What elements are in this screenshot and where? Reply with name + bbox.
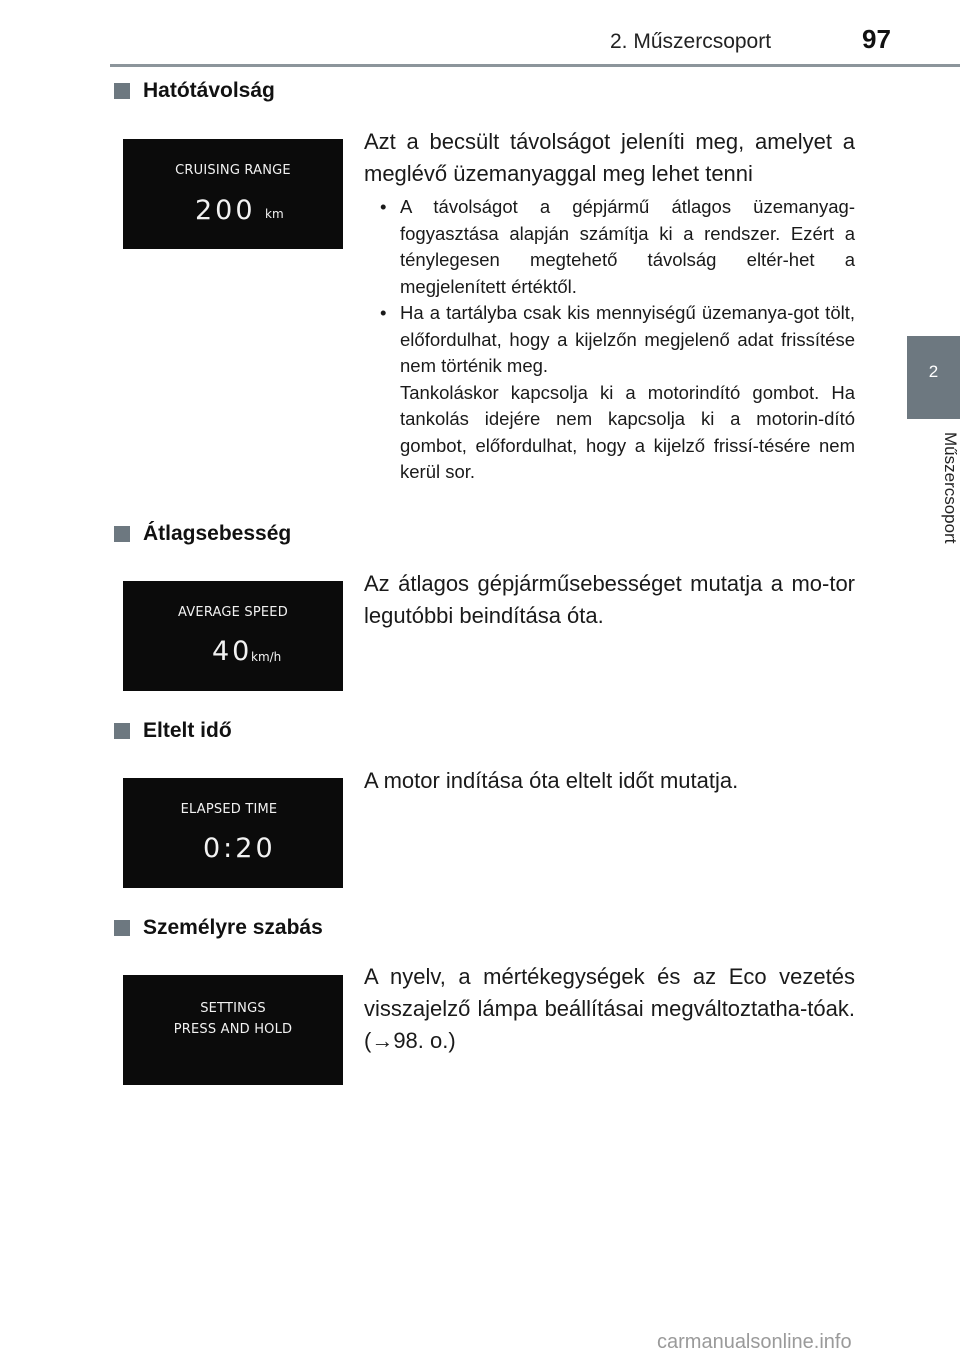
- display-unit: km/h: [251, 650, 282, 664]
- section-heading-text: Átlagsebesség: [143, 522, 292, 545]
- notes-list: [380, 194, 855, 486]
- chapter-tab-number: 2: [928, 362, 939, 381]
- section-heading-text: Eltelt idő: [143, 719, 232, 742]
- section-description: A nyelv, a mértékegységek és az Eco vezetés visszajelző lámpa beállításai megváltoztatha-tóak. (→98. o.): [364, 964, 855, 1053]
- display-caption: AVERAGE SPEED: [178, 605, 288, 620]
- display-cruising-range: [123, 139, 343, 249]
- list-item-text: • Ha a tartályba csak kis mennyiségű üzemanya-got tölt, előfordulhat, hogy a kijelzőn megjelenő adat frissítése nem történik meg.: [400, 302, 855, 376]
- section-heading-average-speed: [114, 522, 291, 546]
- section-description: Az átlagos gépjárműsebességet mutatja a mo-tor legutóbbi beindítása óta.: [364, 571, 855, 628]
- display-caption: SETTINGS: [200, 1001, 266, 1016]
- section-heading-range: [114, 79, 275, 103]
- display-value: 200: [195, 195, 256, 226]
- display-settings: [123, 975, 343, 1085]
- chapter-title: 2. Műszercsoport: [610, 30, 772, 53]
- watermark: carmanualsonline.info: [657, 1331, 852, 1353]
- section-description: Azt a becsült távolságot jeleníti meg, amelyet a meglévő üzemanyaggal meg lehet tenni: [364, 129, 855, 186]
- section-heading-customization: [114, 916, 323, 940]
- section-description: A motor indítása óta eltelt időt mutatja.: [364, 768, 739, 793]
- display-caption: ELAPSED TIME: [180, 802, 278, 817]
- page-number: 97: [862, 24, 891, 54]
- chapter-tab: [907, 336, 960, 419]
- display-elapsed-time: [123, 778, 343, 888]
- section-heading-text: Személyre szabás: [143, 916, 323, 939]
- section-heading-text: Hatótávolság: [143, 79, 275, 102]
- section-heading-elapsed-time: [114, 719, 232, 743]
- display-value: 0:20: [203, 833, 276, 864]
- list-item-text: • A távolságot a gépjármű átlagos üzemanyag-fogyasztása alapján számítja ki a rendszer. Ezért a ténylegesen megtehető távolság eltér-het a megjelenített értéktől.: [400, 196, 855, 297]
- square-bullet-icon: [114, 83, 130, 99]
- header-divider: [110, 64, 960, 67]
- square-bullet-icon: [114, 723, 130, 739]
- list-item: [380, 300, 855, 486]
- display-unit: km: [265, 207, 284, 221]
- display-average-speed: [123, 581, 343, 691]
- display-caption: PRESS AND HOLD: [173, 1022, 293, 1037]
- display-value: 40: [212, 636, 253, 667]
- list-item: [380, 194, 855, 300]
- display-caption: CRUISING RANGE: [175, 163, 291, 178]
- list-item-text: Tankoláskor kapcsolja ki a motorindító gombot. Ha tankolás idejére nem kapcsolja ki a motorin-dító gombot, előfordulhat, hogy a kijelző frissí-tésére nem kerül sor.: [400, 381, 855, 482]
- square-bullet-icon: [114, 920, 130, 936]
- chapter-tab-label: Műszercsoport: [941, 432, 960, 544]
- square-bullet-icon: [114, 526, 130, 542]
